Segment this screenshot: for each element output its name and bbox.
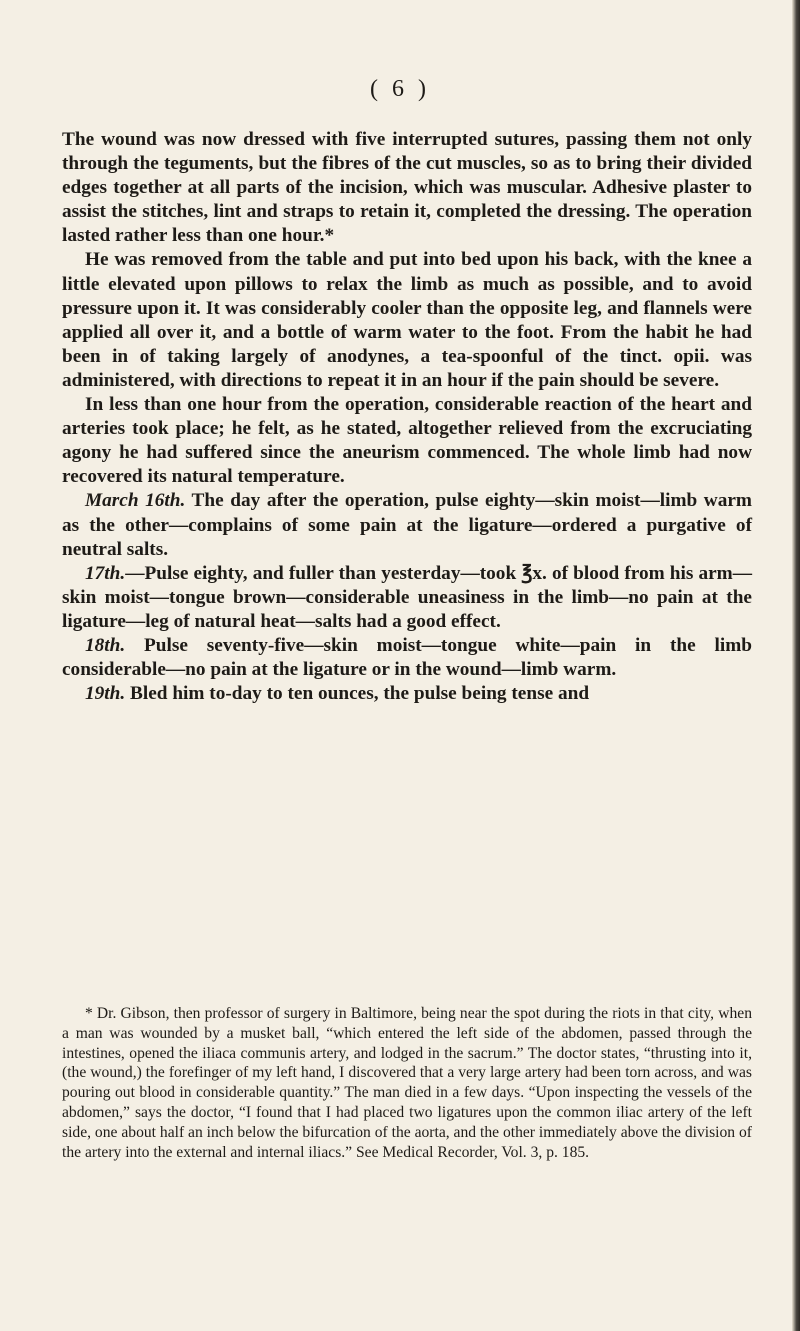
footnote-text: * Dr. Gibson, then professor of surgery in Baltimore, being near the spot during the riots in that city, when a man was wounded by a musket ball, “which entered the left side of the abdomen, passed through the intestines, opened the iliaca communis artery, and lodged in the sacrum.” The doctor states, “thrusting into it, (the wound,) the forefinger of my left hand, I discovered that a very large artery had been torn across, and was pouring out blood in considerable quantity.” The man died in a few days. “Upon inspecting the vessels of the abdomen,” says the doctor, “I found that I had placed two ligatures upon the common iliac artery of the left side, one about half an inch below the bifurcation of the aorta, and the other immediately above the division of the artery into the external and internal iliacs.” See Medical Recorder, Vol. 3, p. 185. [62, 1005, 752, 1161]
entry-date: 17th. [85, 562, 126, 584]
entry-17th [62, 562, 752, 634]
entry-date: March 16th. [85, 490, 186, 512]
body-text [62, 128, 752, 706]
entry-date: 19th. [85, 683, 126, 705]
page-edge-shadow [792, 0, 800, 1331]
entry-text: Pulse seventy-five—skin moist—tongue white—pain in the limb considerable—no pain at the ligature or in the wound—limb warm. [62, 634, 752, 681]
entry-text: The day after the operation, pulse eighty—skin moist—limb warm as the other—complains of some pain at the ligature—ordered a purgative of neutral salts. [62, 490, 752, 560]
paragraph-wound-dressing: The wound was now dressed with five interrupted sutures, passing them not only through the teguments, but the fibres of the cut muscles, so as to bring their divided edges together at all parts of the incision, which was muscular. Adhesive plaster to assist the stitches, lint and straps to retain it, completed the dressing. The operation lasted rather less than one hour.* [62, 129, 752, 247]
entry-march-16 [62, 489, 752, 561]
entry-date: 18th. [85, 634, 126, 656]
entry-text: Bled him to-day to ten ounces, the pulse being tense and [125, 683, 590, 705]
page-number: ( 6 ) [370, 76, 430, 102]
entry-18th [62, 634, 752, 682]
entry-text: —Pulse eighty, and fuller than yesterday—took ℥x. of blood from his arm—skin moist—tongue brown—considerable uneasiness in the limb—no pain at the ligature—leg of natural heat—salts had a good effect. [62, 562, 752, 632]
paragraph-reaction: In less than one hour from the operation, considerable reaction of the heart and arteries took place; he felt, as he stated, altogether relieved from the excruciating agony he had suffered since the aneurism commenced. The whole limb had now recovered its natural temperature. [62, 394, 752, 488]
entry-19th [62, 682, 752, 706]
footnote [62, 1004, 752, 1162]
paragraph-removed-to-bed: He was removed from the table and put into bed upon his back, with the knee a little elevated upon pillows to relax the limb as much as possible, and to avoid pressure upon it. It was considerably cooler than the opposite leg, and flannels were applied all over it, and a bottle of warm water to the foot. From the habit he had been in of taking largely of anodynes, a tea-spoonful of the tinct. opii. was administered, with directions to repeat it in an hour if the pain should be severe. [62, 249, 752, 391]
